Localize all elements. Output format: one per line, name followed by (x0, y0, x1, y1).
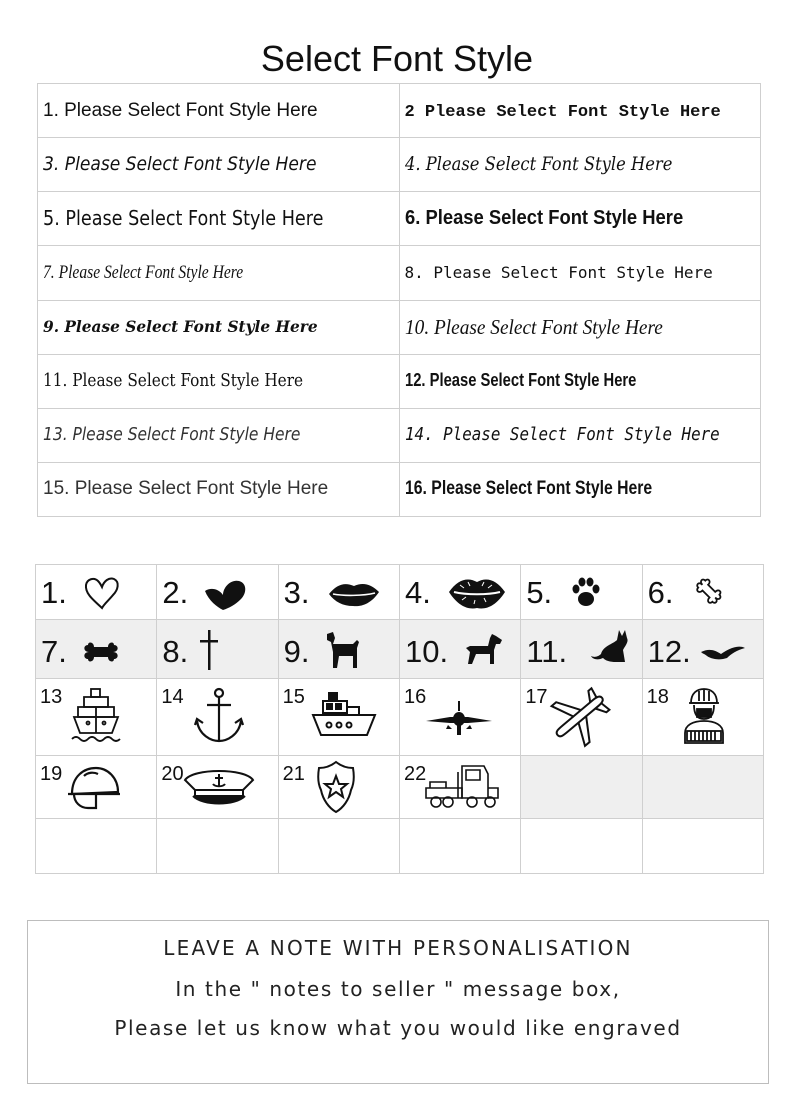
icon-option-number: 1. (41, 575, 67, 610)
icon-option-16[interactable] (399, 679, 520, 756)
font-option-2[interactable] (399, 84, 761, 138)
icon-option-4[interactable] (399, 565, 520, 620)
airplane-icon (547, 685, 611, 749)
icon-option-15[interactable] (278, 679, 399, 756)
font-option-label: 6. Please Select Font Style Here (404, 207, 683, 230)
icon-option-19[interactable] (36, 756, 157, 819)
icon-option-number: 16 (403, 686, 427, 708)
icon-option-number: 19 (40, 763, 63, 785)
font-option-label: 2 Please Select Font Style Here (404, 102, 721, 122)
icon-option-number: 13 (40, 686, 63, 708)
icon-option-20[interactable] (157, 756, 278, 819)
note-heading: LEAVE A NOTE WITH PERSONALISATION (163, 936, 633, 960)
icon-option-18[interactable] (642, 679, 763, 756)
font-option-9[interactable] (38, 300, 400, 354)
font-option-14[interactable] (399, 408, 761, 462)
font-option-label: 1. Please Select Font Style Here (43, 99, 318, 121)
empty-cell (642, 819, 763, 874)
font-option-label: 4. Please Select Font Style Here (404, 153, 672, 176)
icon-option-number: 7. (41, 634, 67, 669)
font-option-11[interactable] (38, 354, 400, 408)
anchor-icon (193, 687, 245, 747)
font-option-label: 15. Please Select Font Style Here (43, 478, 329, 500)
bird-icon (699, 642, 747, 664)
icon-option-22[interactable] (399, 756, 520, 819)
icon-option-10[interactable] (399, 620, 520, 679)
icon-option-7[interactable] (36, 620, 157, 679)
icon-option-number: 15 (282, 686, 305, 708)
font-option-4[interactable] (399, 138, 761, 192)
military-helmet-icon (66, 764, 122, 810)
icon-option-1[interactable] (36, 565, 157, 620)
font-option-15[interactable] (38, 462, 400, 516)
icon-option-number: 9. (283, 634, 310, 669)
kiss-lips-icon (446, 574, 508, 612)
icon-option-11[interactable] (521, 620, 642, 679)
empty-cell (157, 819, 278, 874)
icon-selection-grid (35, 564, 764, 874)
font-option-label: 14. Please Select Font Style Here (404, 424, 720, 446)
font-option-10[interactable] (399, 300, 761, 354)
icon-option-14[interactable] (157, 679, 278, 756)
font-option-label: 7. Please Select Font Style Here (43, 261, 244, 283)
icon-option-5[interactable] (521, 565, 642, 620)
cat-icon (589, 628, 633, 666)
empty-cell (399, 819, 520, 874)
icon-option-2[interactable] (157, 565, 278, 620)
icon-option-9[interactable] (278, 620, 399, 679)
empty-cell (278, 819, 399, 874)
font-style-table (37, 83, 761, 517)
lips-icon (327, 578, 381, 608)
font-option-label: 9. Please Select Font Style Here (43, 317, 318, 337)
icon-option-13[interactable] (36, 679, 157, 756)
ship-icon (70, 687, 122, 747)
captain-hat-icon (179, 764, 259, 810)
heart-outline-icon (82, 575, 122, 611)
note-line-2: Please let us know what you would like engraved (114, 1016, 682, 1040)
note-line-1: In the " notes to seller " message box, (175, 977, 621, 1001)
icon-option-17[interactable] (521, 679, 642, 756)
icon-option-number: 21 (282, 763, 305, 785)
icon-option-number: 8. (162, 634, 189, 669)
icon-option-number: 5. (526, 575, 553, 610)
font-option-label: 5. Please Select Font Style Here (43, 206, 324, 231)
terrier-icon (464, 632, 504, 666)
icon-option-6[interactable] (642, 565, 763, 620)
icon-option-number: 14 (161, 686, 184, 708)
icon-option-number: 11. (526, 634, 568, 669)
font-option-7[interactable] (38, 246, 400, 300)
bone-outline-icon (689, 577, 723, 611)
font-option-label: 16. Please Select Font Style Here (404, 478, 652, 500)
personalisation-note-box (27, 920, 769, 1084)
font-option-8[interactable] (399, 246, 761, 300)
icon-option-21[interactable] (278, 756, 399, 819)
font-option-12[interactable] (399, 354, 761, 408)
font-option-label: 10. Please Select Font Style Here (404, 314, 663, 339)
icon-option-3[interactable] (278, 565, 399, 620)
empty-cell (642, 756, 763, 819)
cross-icon (197, 628, 221, 672)
icon-option-number: 17 (525, 686, 548, 708)
page-title: Select Font Style (260, 38, 534, 79)
paw-print-icon (569, 575, 603, 609)
icon-option-number: 10. (404, 634, 449, 669)
font-option-6[interactable] (399, 192, 761, 246)
boat-icon (311, 689, 377, 745)
airplane-front-icon (424, 699, 494, 739)
icon-option-8[interactable] (157, 620, 278, 679)
font-option-label: 11. Please Select Font Style Here (43, 370, 304, 392)
empty-cell (521, 756, 642, 819)
font-option-5[interactable] (38, 192, 400, 246)
heart-filled-icon (201, 577, 249, 611)
icon-option-number: 18 (646, 686, 669, 708)
font-option-16[interactable] (399, 462, 761, 516)
font-option-label: 8. Please Select Font Style Here (404, 262, 713, 282)
font-option-1[interactable] (38, 84, 400, 138)
font-option-label: 3. Please Select Font Style Here (43, 153, 317, 176)
icon-option-number: 6. (647, 575, 674, 610)
icon-option-12[interactable] (642, 620, 763, 679)
police-badge-icon (315, 760, 357, 814)
icon-option-number: 2. (162, 575, 189, 610)
icon-option-number: 4. (404, 575, 431, 610)
empty-cell (36, 819, 157, 874)
dog-icon (323, 630, 365, 670)
font-option-3[interactable] (38, 138, 400, 192)
worker-icon (679, 685, 729, 747)
icon-option-number: 12. (647, 634, 691, 669)
icon-option-number: 22 (403, 763, 427, 785)
empty-cell (521, 819, 642, 874)
bone-filled-icon (82, 642, 120, 662)
font-option-13[interactable] (38, 408, 400, 462)
truck-icon (422, 762, 502, 812)
font-option-label: 13. Please Select Font Style Here (43, 424, 301, 446)
font-option-label: 12. Please Select Font Style Here (404, 370, 636, 391)
icon-option-number: 3. (283, 575, 310, 610)
icon-option-number: 20 (161, 763, 184, 785)
